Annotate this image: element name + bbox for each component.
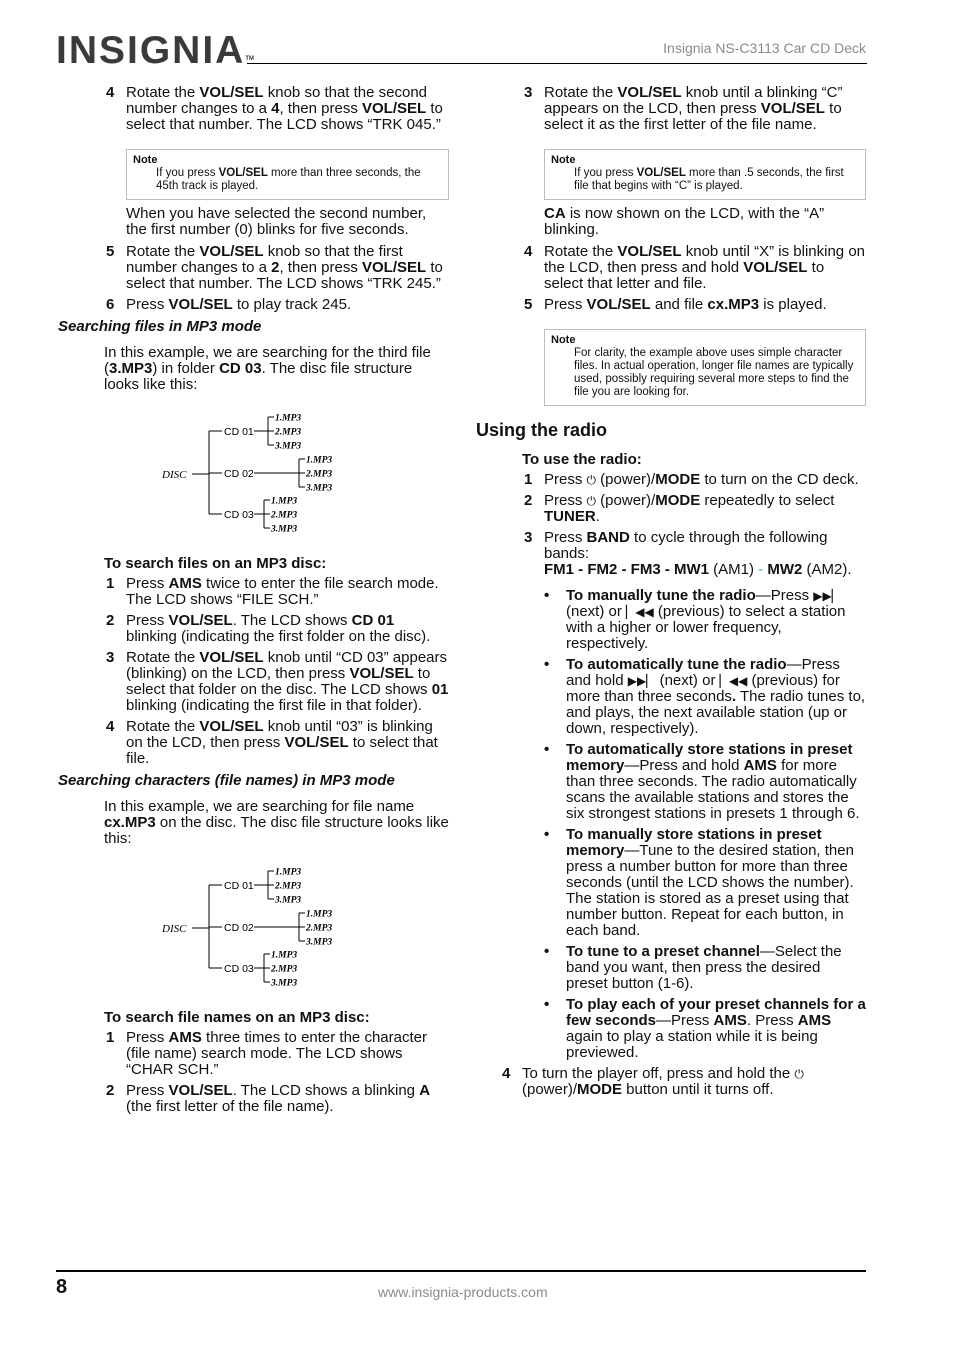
bullet-item: • To manually store stations in preset memory—Tune to the desired station, then press a number button for more than three seconds (until the LCD shows the number). The station is stored as a preset using that number button. Repeat for each button, in each band. (544, 826, 854, 939)
file-label: 1.MP3 (275, 867, 302, 878)
green-dash: - (758, 561, 764, 578)
previous-icon: ▏◀◀ (719, 674, 748, 688)
step-6: 6 Press VOL/SEL to play track 245. (106, 296, 352, 313)
step-3: 3 Press BAND to cycle through the following bands: FM1 - FM2 - FM3 - MW1 (AM1) - MW2 (AM2). (524, 529, 852, 578)
header-title: Insignia NS-C3113 Car CD Deck (663, 40, 866, 56)
file-label: 1.MP3 (271, 496, 298, 507)
file-label: 2.MP3 (271, 510, 298, 521)
folder-label: CD 01 (224, 880, 254, 892)
insignia-logo: INSIGNIA™ (56, 29, 255, 72)
step-1: 1 Press AMS twice to enter the file search mode. The LCD shows “FILE SCH.” (106, 575, 439, 608)
folder-label: CD 02 (224, 922, 254, 934)
file-label: 3.MP3 (306, 937, 333, 948)
section-heading-radio: Using the radio (476, 420, 608, 440)
bullet-item: • To tune to a preset channel—Select the band you want, then press the desired preset button (1-6). (544, 943, 842, 992)
step-2: 2 Press ⏻ (power)/MODE repeatedly to select TUNER. (524, 492, 835, 525)
power-icon: ⏻ (794, 1067, 804, 1081)
paragraph: In this example, we are searching for the third file (3.MP3) in folder CD 03. The disc file structure looks like this: (104, 344, 431, 393)
right-column (476, 84, 866, 1103)
procedure-heading: To use the radio: (522, 451, 642, 468)
subheading-mp3-chars: Searching characters (file names) in MP3 mode (58, 772, 395, 789)
step-5: 5 Press VOL/SEL and file cx.MP3 is played. (524, 296, 827, 313)
subheading-mp3-files: Searching files in MP3 mode (58, 318, 262, 335)
bullet-item: • To play each of your preset channels for a few seconds—Press AMS. Press AMS again to play a station while it is being previewed. (544, 996, 866, 1061)
footer-rule (56, 1270, 866, 1272)
step-4: 4 Rotate the VOL/SEL knob so that the second number changes to a 4, then press VOL/SEL to select that number. The LCD shows “TRK 045.” (106, 84, 443, 133)
file-label: 3.MP3 (275, 895, 302, 906)
file-label: 3.MP3 (306, 483, 333, 494)
disc-root-label: DISC (162, 469, 187, 481)
file-label: 2.MP3 (275, 427, 302, 438)
header-rule (247, 63, 867, 64)
file-label: 2.MP3 (271, 964, 298, 975)
folder-label: CD 03 (224, 963, 254, 975)
file-label: 1.MP3 (306, 909, 333, 920)
step-2: 2 Press VOL/SEL. The LCD shows CD 01 blinking (indicating the first folder on the disc). (106, 612, 431, 645)
folder-label: CD 01 (224, 426, 254, 438)
bullet-item: • To manually tune the radio—Press ▶▶▏ (next) or ▏◀◀ (previous) to select a station with a higher or lower frequency, respectively. (544, 587, 846, 652)
page-number: 8 (56, 1276, 68, 1298)
note-box: Note If you press VOL/SEL more than three seconds, the 45th track is played. (126, 149, 449, 200)
procedure-heading: To search file names on an MP3 disc: (104, 1009, 370, 1026)
step-1: 1 Press ⏻ (power)/MODE to turn on the CD deck. (524, 471, 859, 488)
previous-icon: ▏◀◀ (626, 605, 654, 619)
step-3: 3 Rotate the VOL/SEL knob until a blinking “C” appears on the LCD, then press VOL/SEL to select it as the first letter of the file name. (524, 84, 843, 133)
procedure-heading: To search files on an MP3 disc: (104, 555, 327, 572)
folder-label: CD 03 (224, 509, 254, 521)
step-5: 5 Rotate the VOL/SEL knob so that the first number changes to a 2, then press VOL/SEL to select that number. The LCD shows “TRK 245.” (106, 243, 443, 292)
step-4: 4 Rotate the VOL/SEL knob until “03” is blinking on the LCD, then press VOL/SEL to select that file. (106, 718, 438, 767)
left-column (58, 84, 449, 1120)
footer-url: www.insignia-products.com (378, 1284, 548, 1300)
step-3: 3 Rotate the VOL/SEL knob until “CD 03” appears (blinking) on the LCD, then press VOL/SEL to select that folder on the disc. The LCD shows 01 blinking (indicating the first file in that folder). (106, 649, 449, 714)
bullet-item: • To automatically store stations in preset memory—Press and hold AMS for more than three seconds. The radio automatically scans the available stations and stores the six strongest stations in presets 1 through 6. (544, 741, 860, 822)
file-label: 1.MP3 (275, 413, 302, 424)
disc-root-label: DISC (162, 923, 187, 935)
file-label: 2.MP3 (306, 469, 333, 480)
file-label: 2.MP3 (275, 881, 302, 892)
file-label: 2.MP3 (306, 923, 333, 934)
folder-label: CD 02 (224, 468, 254, 480)
file-label: 1.MP3 (271, 950, 298, 961)
next-icon: ▶▶▏ (813, 589, 841, 603)
step-4: 4 To turn the player off, press and hold the ⏻ (power)/MODE button until it turns off. (502, 1065, 804, 1098)
bullet-item: • To automatically tune the radio—Press and hold ▶▶▏ (next) or ▏◀◀ (previous) for more than three seconds. The radio tunes to, and plays, the next available station (up or down, respectively). (544, 656, 866, 737)
step-2: 2 Press VOL/SEL. The LCD shows a blinking A (the first letter of the file name). (106, 1082, 431, 1115)
power-icon: ⏻ (586, 473, 597, 487)
disc-tree-diagram-2 (104, 853, 449, 998)
paragraph: In this example, we are searching for file name cx.MP3 on the disc. The disc file structure looks like this: (104, 798, 449, 847)
bullet-list (522, 588, 866, 1061)
file-label: 3.MP3 (271, 978, 298, 989)
file-label: 3.MP3 (275, 441, 302, 452)
file-label: 1.MP3 (306, 455, 333, 466)
power-icon: ⏻ (586, 494, 597, 508)
paragraph: When you have selected the second number, the first number (0) blinks for five seconds. (126, 205, 427, 238)
next-icon: ▶▶▏ (627, 674, 656, 688)
file-label: 3.MP3 (271, 524, 298, 535)
note-box: Note For clarity, the example above uses simple character files. In actual operation, longer file names are typically used, possibly requiring several more steps to find the file you are looking for. (544, 329, 866, 406)
step-4: 4 Rotate the VOL/SEL knob until “X” is blinking on the LCD, then press and hold VOL/SEL to select that letter and file. (524, 243, 866, 292)
paragraph: CA is now shown on the LCD, with the “A” blinking. (544, 205, 825, 238)
note-box: Note If you press VOL/SEL more than .5 seconds, the first file that begins with “C” is played. (544, 149, 866, 200)
step-1: 1 Press AMS three times to enter the character (file name) search mode. The LCD shows “CHAR SCH.” (106, 1029, 427, 1078)
disc-tree-diagram-1 (104, 399, 449, 544)
